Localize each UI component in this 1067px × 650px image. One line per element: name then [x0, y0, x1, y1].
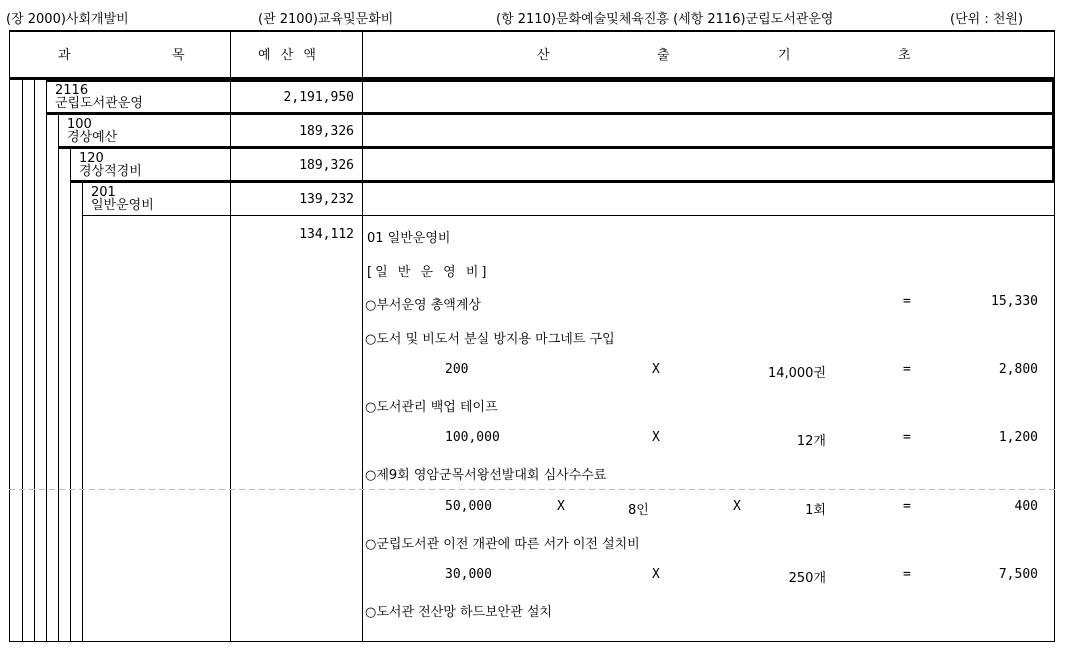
row-border: [82, 215, 1055, 216]
tree-line: [22, 80, 23, 641]
line-label: ○도서관 전산망 하드보안관 설치: [365, 605, 552, 620]
line-label: ○부서운영 총액계상: [365, 298, 481, 313]
table-bottom-border: [9, 641, 1055, 642]
line-times: X: [557, 499, 565, 514]
line-eq: =: [903, 362, 911, 377]
line-times: X: [733, 499, 741, 514]
line-label: ○제9회 영암군목서왕선발대회 심사수수료: [365, 468, 607, 483]
row-right-border: [1052, 80, 1055, 181]
row-name: 경상적경비: [79, 164, 142, 179]
detail-title: 01 일반운영비: [367, 231, 451, 246]
line-total: 7,500: [998, 567, 1038, 582]
hang-label: (항 2110)문화예술및체육진흥 (세항 2116)군립도서관운영: [496, 12, 834, 27]
header-item-1: 과: [58, 48, 71, 63]
line-times: X: [652, 567, 660, 582]
line-qty: 30,000: [445, 567, 492, 582]
line-label: ○도서 및 비도서 분실 방지용 마그네트 구입: [365, 332, 615, 347]
line-unit: 8인: [628, 503, 649, 518]
header-item-2: 목: [172, 48, 185, 63]
detail-amount: 134,112: [299, 227, 354, 242]
tree-line: [70, 148, 71, 641]
line-total: 1,200: [998, 430, 1038, 445]
tree-line: [46, 80, 47, 641]
row-name: 군립도서관운영: [55, 96, 143, 111]
row-code: 2116: [55, 83, 89, 98]
table-top-border: [9, 30, 1055, 32]
line-times: X: [652, 362, 660, 377]
col-divider-2: [362, 30, 363, 642]
line-eq: =: [903, 430, 911, 445]
line-times: X: [652, 430, 660, 445]
page-break-line: [9, 489, 1055, 490]
line-total: 15,330: [991, 294, 1038, 309]
row-amount: 2,191,950: [283, 90, 354, 105]
line-eq: =: [903, 567, 911, 582]
header-basis-2: 출: [657, 48, 670, 63]
row-amount: 189,326: [299, 124, 354, 139]
header-budget: 예 산 액: [258, 48, 319, 63]
row-name: 일반운영비: [91, 198, 154, 213]
unit-label: (단위 : 천원): [950, 12, 1024, 27]
row-code: 100: [67, 117, 92, 132]
tree-line: [82, 182, 83, 641]
line-eq: =: [903, 294, 911, 309]
gwan-label: (관 2100)교육및문화비: [258, 12, 394, 27]
row-amount: 189,326: [299, 158, 354, 173]
line-label: ○도서관리 백업 테이프: [365, 400, 498, 415]
row-code: 120: [79, 151, 104, 166]
col-divider-1: [230, 30, 231, 642]
row-border: [58, 146, 1055, 149]
line-eq: =: [903, 499, 911, 514]
line-qty: 100,000: [445, 430, 500, 445]
row-border: [46, 80, 1055, 82]
line-label: ○군립도서관 이전 개관에 따른 서가 이전 설치비: [365, 537, 640, 552]
tree-line: [34, 80, 35, 641]
row-border: [70, 180, 1055, 183]
line-total: 2,800: [998, 362, 1038, 377]
line-qty: 50,000: [445, 499, 492, 514]
jang-label: (장 2000)사회개발비: [6, 12, 129, 27]
header-basis-4: 초: [898, 48, 911, 63]
line-qty: 200: [445, 362, 469, 377]
detail-subtitle: [일 반 운 영 비]: [367, 265, 490, 280]
tree-line: [58, 114, 59, 641]
left-border: [9, 30, 10, 642]
line-unit: 14,000권: [767, 366, 826, 381]
line-unit: 12개: [796, 434, 826, 449]
header-basis-3: 기: [778, 48, 791, 63]
line-unit: 250개: [788, 571, 826, 586]
row-name: 경상예산: [67, 130, 118, 145]
row-border: [46, 112, 1055, 115]
row-amount: 139,232: [299, 192, 354, 207]
line-unit: 1회: [805, 503, 826, 518]
line-total: 400: [1014, 499, 1038, 514]
row-code: 201: [91, 185, 116, 200]
header-basis-1: 산: [537, 48, 550, 63]
